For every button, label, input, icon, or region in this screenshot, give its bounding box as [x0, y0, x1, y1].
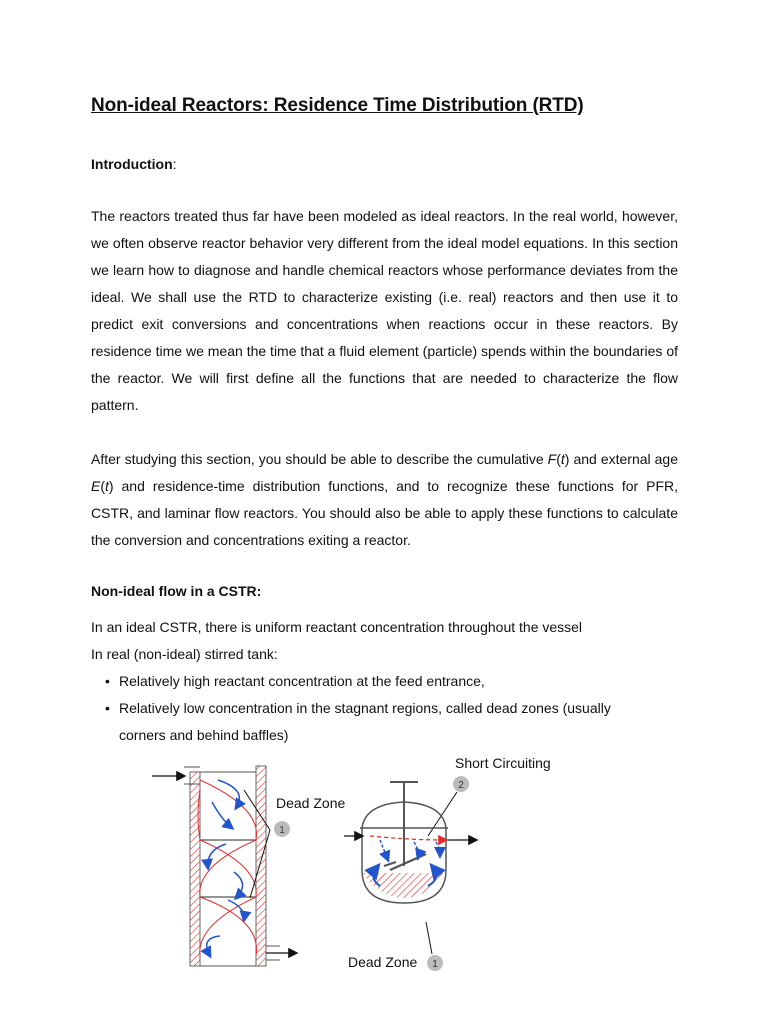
leader-line: [426, 922, 432, 954]
bottom-dead-zone-fill: [362, 873, 446, 898]
bullet-text: Relatively low concentration in the stagnant regions, called dead zones (usually: [119, 700, 611, 716]
objectives-text-3: ) and residence-time distribution functions, and to recognize these functions for PFR, CSTR, and laminar flow reactors. You should also be able to apply these functions to calculate the conversion and concentrations exiting a reactor.: [91, 478, 678, 548]
ideal-cstr-line: In an ideal CSTR, there is uniform reactant concentration throughout the vessel: [91, 619, 583, 635]
short-circuit-path: [370, 836, 446, 840]
flow-arrow: [218, 780, 239, 808]
function-e: E: [91, 478, 101, 494]
marker-number-top: 2: [458, 780, 464, 791]
marker-number-left: 1: [279, 825, 285, 836]
bullet-dot: •: [105, 673, 110, 689]
short-circuiting-label: Short Circuiting: [455, 755, 551, 771]
flow-arrow: [208, 844, 226, 868]
marker-number-bottom: 1: [432, 959, 438, 970]
objectives-text-2: ) and external age: [564, 451, 679, 467]
intro-heading-colon: :: [172, 156, 177, 172]
bullet-dot: •: [105, 700, 110, 716]
impeller-blade: [384, 862, 396, 866]
flow-arrow: [414, 842, 419, 858]
flow-arrow: [436, 842, 440, 856]
flow-arrow: [380, 840, 388, 860]
real-tank-line: In real (non-ideal) stirred tank:: [91, 646, 278, 662]
bullet-text-continued: corners and behind baffles): [119, 727, 289, 743]
dead-zone-label-left: Dead Zone: [276, 795, 346, 811]
objectives-text-1: After studying this section, you should be able to describe the cumulative: [91, 451, 548, 467]
cstr-heading: Non-ideal flow in a CSTR:: [91, 583, 262, 599]
flow-arrow: [212, 802, 232, 828]
intro-paragraph: The reactors treated thus far have been modeled as ideal reactors. In the real world, however, we often observe reactor behavior very different from the ideal model equations. In this section we learn how to diagnose and handle chemical reactors whose performance deviates from the ideal. We shall use the RTD to characterize existing (i.e. real) reactors and then use it to predict exit conversions and concentrations when reactions occur in these reactors. By residence time we mean the time that a fluid element (particle) spends within the boundaries of the reactor. We will first define all the functions that are needed to characterize the flow pattern.: [91, 208, 678, 413]
function-f: F: [547, 451, 557, 467]
intro-heading-text: Introduction: [91, 156, 173, 172]
baffled-vessel-diagram: [152, 766, 345, 966]
flow-arrow: [234, 872, 243, 898]
page-title: Non-ideal Reactors: Residence Time Distribution (RTD): [91, 95, 584, 116]
variable-t-2: t: [105, 478, 109, 494]
flow-arrow: [207, 936, 220, 956]
stirred-tank-diagram: [344, 755, 551, 971]
leader-line: [428, 792, 457, 836]
objectives-paren-1: (: [556, 451, 561, 467]
objectives-paren-2: (: [100, 478, 106, 494]
flow-arrow: [228, 900, 244, 920]
variable-t-1: t: [560, 451, 565, 467]
right-wall: [256, 766, 266, 966]
bullet-text: Relatively high reactant concentration at the feed entrance,: [119, 673, 485, 689]
dead-zone-label-bottom: Dead Zone: [348, 954, 418, 970]
